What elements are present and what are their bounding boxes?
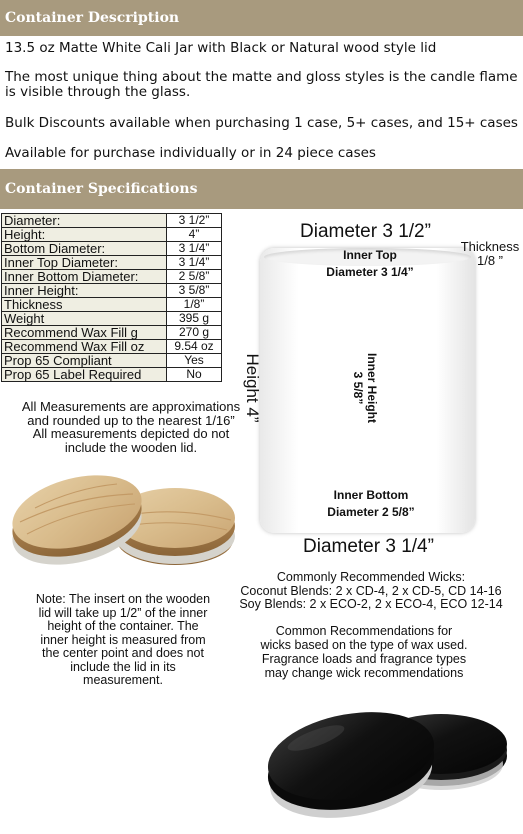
spec-row	[2, 228, 222, 242]
diameter-bottom-label: Diameter 3 1/4”	[303, 536, 434, 557]
spec-label: Diameter:	[2, 214, 167, 228]
height-label: Height 4”	[243, 353, 262, 423]
spec-value: 3 1/2”	[167, 214, 222, 228]
spec-row	[2, 312, 222, 326]
spec-label: Inner Top Diameter:	[2, 256, 167, 270]
lid-insert-note: Note: The insert on the wooden lid will take up 1/2” of the inner height of the container. The inner height is measured from the center point and does not include the lid in its measurement.	[35, 592, 211, 687]
specs-table	[1, 213, 222, 382]
spec-label: Thickness	[2, 298, 167, 312]
note-line: All measurements depicted do not	[32, 426, 230, 441]
diameter-top-label: Diameter 3 1/2”	[300, 221, 431, 242]
spec-row	[2, 256, 222, 270]
wick-note: Common Recommendations for wicks based on the type of wax used. Fragrance loads and fragrance types may change wick recommendations	[260, 624, 468, 680]
spec-value: 3 1/4”	[167, 242, 222, 256]
spec-row	[2, 214, 222, 228]
inner-bottom-label	[296, 487, 446, 521]
spec-label: Weight	[2, 312, 167, 326]
natural-wood-lids-image	[5, 468, 237, 580]
inner-top-line: Diameter 3 1/4”	[326, 265, 414, 279]
spec-label: Inner Bottom Diameter:	[2, 270, 167, 284]
section-header-description	[0, 0, 523, 36]
spec-row	[2, 242, 222, 256]
section-title: Container Specifications	[5, 181, 198, 197]
spec-value: 9.54 oz	[167, 340, 222, 354]
section-title: Container Description	[5, 10, 180, 26]
spec-label: Height:	[2, 228, 167, 242]
thickness-label	[456, 240, 523, 268]
spec-row	[2, 326, 222, 340]
description-line: Bulk Discounts available when purchasing 1 case, 5+ cases, and 15+ cases	[5, 115, 518, 131]
spec-row	[2, 368, 222, 382]
spec-value: 1/8”	[167, 298, 222, 312]
inner-height-line: Inner Height	[365, 352, 379, 424]
spec-label: Inner Height:	[2, 284, 167, 298]
description-line: 13.5 oz Matte White Cali Jar with Black or Natural wood style lid	[5, 40, 437, 56]
inner-bottom-line: Inner Bottom	[333, 488, 409, 502]
spec-label: Prop 65 Label Required	[2, 368, 167, 382]
inner-height-label	[351, 353, 379, 423]
inner-top-line: Inner Top	[343, 248, 397, 262]
spec-row	[2, 298, 222, 312]
spec-label: Recommend Wax Fill g	[2, 326, 167, 340]
spec-row	[2, 284, 222, 298]
spec-value: 270 g	[167, 326, 222, 340]
section-header-specs	[0, 169, 523, 209]
spec-value: 3 5/8”	[167, 284, 222, 298]
spec-value: 2 5/8”	[167, 270, 222, 284]
spec-row	[2, 354, 222, 368]
spec-label: Bottom Diameter:	[2, 242, 167, 256]
note-line: All Measurements are approximations	[21, 399, 241, 414]
thickness-line: Thickness	[460, 239, 520, 254]
spec-row	[2, 270, 222, 284]
spec-value: No	[167, 368, 222, 382]
spec-value: 4”	[167, 228, 222, 242]
note-line: and rounded up to the nearest 1/16”	[27, 412, 235, 428]
inner-height-line: 3 5/8”	[351, 371, 365, 405]
spec-row	[2, 340, 222, 354]
spec-value: Yes	[167, 354, 222, 368]
measurement-note	[0, 400, 262, 454]
spec-label: Prop 65 Compliant	[2, 354, 167, 368]
black-wood-lids-image	[256, 698, 518, 820]
spec-value: 3 1/4”	[167, 256, 222, 270]
note-line: include the wooden lid.	[64, 439, 198, 455]
wick-title: Commonly Recommended Wicks:	[276, 570, 466, 584]
thickness-line: 1/8 ”	[476, 253, 503, 268]
wick-recommendations	[221, 571, 521, 612]
spec-value: 395 g	[167, 312, 222, 326]
wick-soy: Soy Blends: 2 x ECO-2, 2 x ECO-4, ECO 12-14	[239, 597, 503, 611]
description-line: Available for purchase individually or in 24 piece cases	[5, 145, 376, 161]
description-line: The most unique thing about the matte and gloss styles is the candle flame is visible through the glass.	[5, 69, 518, 100]
inner-bottom-line: Diameter 2 5/8”	[327, 505, 415, 519]
spec-label: Recommend Wax Fill oz	[2, 340, 167, 354]
inner-top-label	[290, 247, 450, 281]
wick-coconut: Coconut Blends: 2 x CD-4, 2 x CD-5, CD 14-16	[240, 583, 502, 598]
